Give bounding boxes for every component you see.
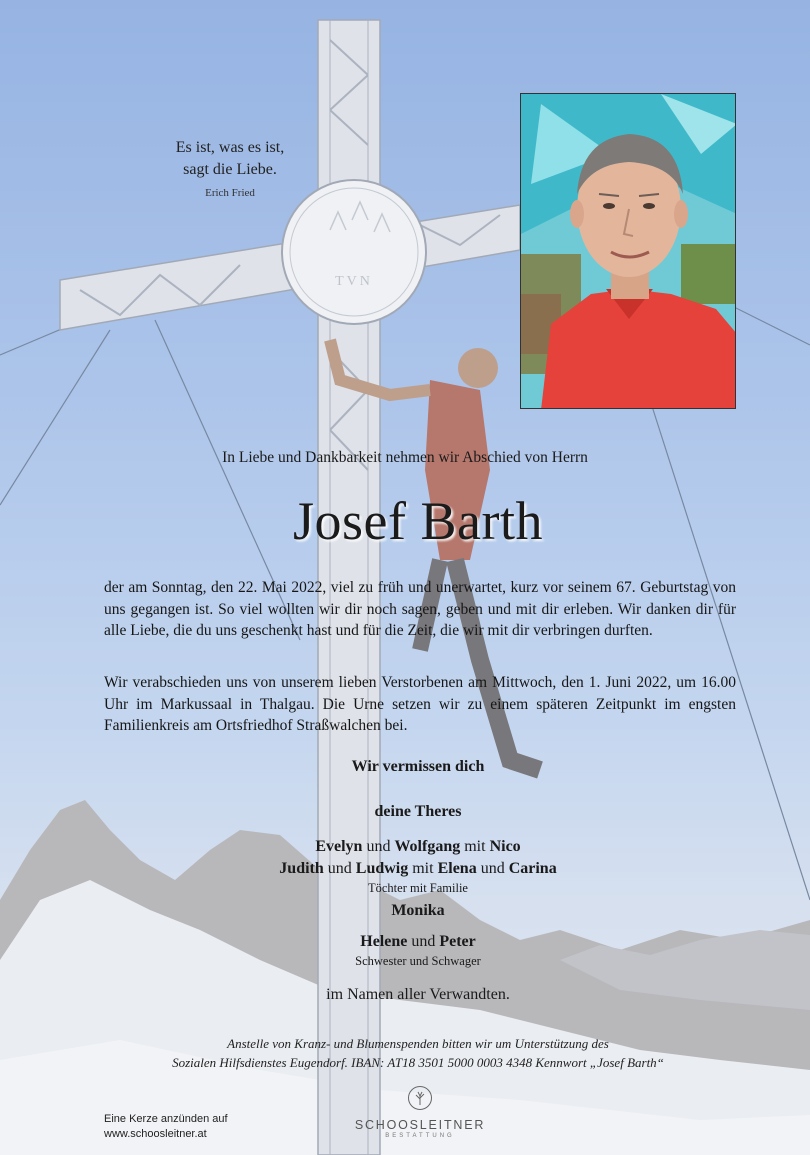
farewell-paragraph: Wir verabschieden uns von unserem lieben Verstorbenen am Mittwoch, den 1. Juni 2022, um 16.00 Uhr im Markussaal in Thalgau. Die Urne setzen wir zu einem späteren Zeitpunkt im engsten Familienkreis am Ortsfriedhof Straßwalchen bei. <box>104 674 736 734</box>
mourner-name: Elena <box>437 860 477 877</box>
donation-line-2: Sozialen Hilfsdienstes Eugendorf. IBAN: AT18 3501 5000 0003 4348 Kennwort „Josef Barth“ <box>172 1055 664 1070</box>
we-miss-you: Wir vermissen dich <box>351 758 485 775</box>
connector-text: mit <box>412 860 434 877</box>
candle-link-block[interactable] <box>104 1112 228 1142</box>
quote <box>150 137 310 199</box>
deceased-name: Josef Barth <box>293 491 543 551</box>
intro-line: In Liebe und Dankbarkeit nehmen wir Abschied von Herrn <box>222 449 588 466</box>
mourner-name: Wolfgang <box>394 838 461 855</box>
donation-line-1: Anstelle von Kranz- und Blumenspenden bitten wir um Unterstützung des <box>227 1036 609 1051</box>
cross-plate-text: TVN <box>335 274 373 289</box>
mourner-name: Helene <box>360 933 408 950</box>
mourner-wife: deine Theres <box>374 803 462 820</box>
announcement-paragraph: der am Sonntag, den 22. Mai 2022, viel zu früh und unerwartet, kurz vor seinem 67. Geburtstag von uns gegangen ist. So viel wollten wir dir noch sagen, geben und mit dir erleben. Wir danken dir für alle Liebe, die du uns geschenkt hast und für die Zeit, die wir mit dir verbringen durften. <box>104 579 736 639</box>
children-row-2 <box>0 858 810 880</box>
siblings-row <box>0 931 810 953</box>
mourner-name: Evelyn <box>315 838 363 855</box>
mourner-name: Nico <box>489 838 521 855</box>
siblings-caption: Schwester und Schwager <box>355 954 481 968</box>
children-row-1 <box>0 836 810 858</box>
quote-line-2: sagt die Liebe. <box>183 161 277 178</box>
funeral-home-logo <box>350 1085 490 1139</box>
logo-subtitle: BESTATTUNG <box>385 1133 455 1139</box>
mourner-name: Carina <box>508 860 557 877</box>
connector-text: mit <box>464 838 486 855</box>
mourner-name: Peter <box>439 933 476 950</box>
all-relatives-line: im Namen aller Verwandten. <box>326 986 510 1003</box>
mourner-name: Ludwig <box>355 860 409 877</box>
connector-text: und <box>327 860 352 877</box>
mourner-monika: Monika <box>391 902 445 919</box>
logo-name: SCHOOSLEITNER <box>354 1118 486 1132</box>
website-link[interactable]: www.schoosleitner.at <box>104 1128 207 1140</box>
quote-line-1: Es ist, was es ist, <box>175 139 285 156</box>
mourner-siblings <box>0 931 810 969</box>
portrait-photo <box>520 93 736 409</box>
mourner-children <box>0 836 810 896</box>
donation-note <box>0 1034 810 1072</box>
connector-text: und <box>480 860 505 877</box>
connector-text: und <box>411 933 436 950</box>
quote-author: Erich Fried <box>205 187 255 199</box>
mourner-name: Judith <box>279 860 324 877</box>
children-caption: Töchter mit Familie <box>368 881 468 895</box>
candle-text: Eine Kerze anzünden auf <box>104 1113 228 1125</box>
tree-icon <box>407 1085 433 1111</box>
connector-text: und <box>366 838 391 855</box>
